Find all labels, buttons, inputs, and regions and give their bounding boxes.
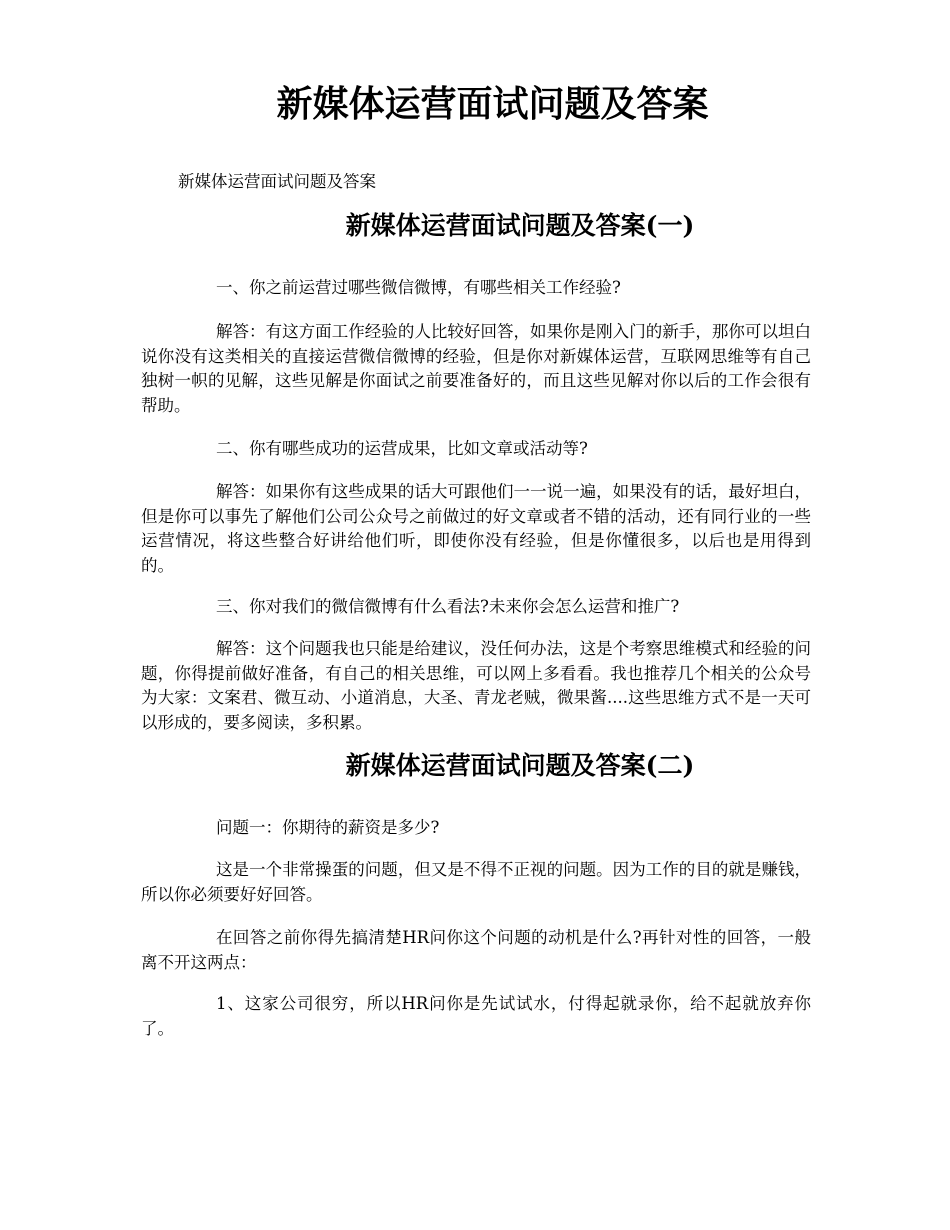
section-heading-2: 新媒体运营面试问题及答案(二)	[345, 751, 695, 780]
salary-point-1: 1、这家公司很穷，所以HR问你是先试试水，付得起就录你，给不起就放弃你了。	[141, 994, 811, 1038]
answer-2: 解答：如果你有这些成果的话大可跟他们一一说一遍，如果没有的话，最好坦白，但是你可以事先了解他们公司公众号之前做过的好文章或者不错的活动，还有同行业的一些运营情况，将这些整合好讲给他们听，即使你没有经验，但是你懂很多，以后也是用得到的。	[141, 482, 811, 575]
document-title: 新媒体运营面试问题及答案	[276, 83, 709, 125]
question-2: 二、你有哪些成功的运营成果，比如文章或活动等?	[216, 439, 588, 458]
question-3: 三、你对我们的微信微博有什么看法?未来你会怎么运营和推广?	[216, 597, 680, 616]
answer-3: 解答：这个问题我也只能是给建议，没任何办法，这是个考察思维模式和经验的问题，你得提前做好准备，有自己的相关思维，可以网上多看看。我也推荐几个相关的公众号为大家：文案君、微互动、小道消息，大圣、青龙老贼，微果酱....这些思维方式不是一天可以形成的，要多阅读，多积累。	[141, 639, 811, 732]
document-subtitle: 新媒体运营面试问题及答案	[178, 172, 376, 191]
salary-paragraph-1: 这是一个非常操蛋的问题，但又是不得不正视的问题。因为工作的目的就是赚钱，所以你必须要好好回答。	[141, 860, 811, 904]
answer-1: 解答：有这方面工作经验的人比较好回答，如果你是刚入门的新手，那你可以坦白说你没有这类相关的直接运营微信微博的经验，但是你对新媒体运营，互联网思维等有自己独树一帜的见解，这些见解是你面试之前要准备好的，而且这些见解对你以后的工作会很有帮助。	[141, 322, 811, 415]
salary-paragraph-2: 在回答之前你得先搞清楚HR问你这个问题的动机是什么?再针对性的回答，一般离不开这两点：	[141, 928, 811, 972]
question-salary: 问题一：你期待的薪资是多少?	[216, 818, 440, 837]
question-1: 一、你之前运营过哪些微信微博，有哪些相关工作经验?	[216, 278, 621, 297]
section-heading-1: 新媒体运营面试问题及答案(一)	[345, 211, 695, 240]
